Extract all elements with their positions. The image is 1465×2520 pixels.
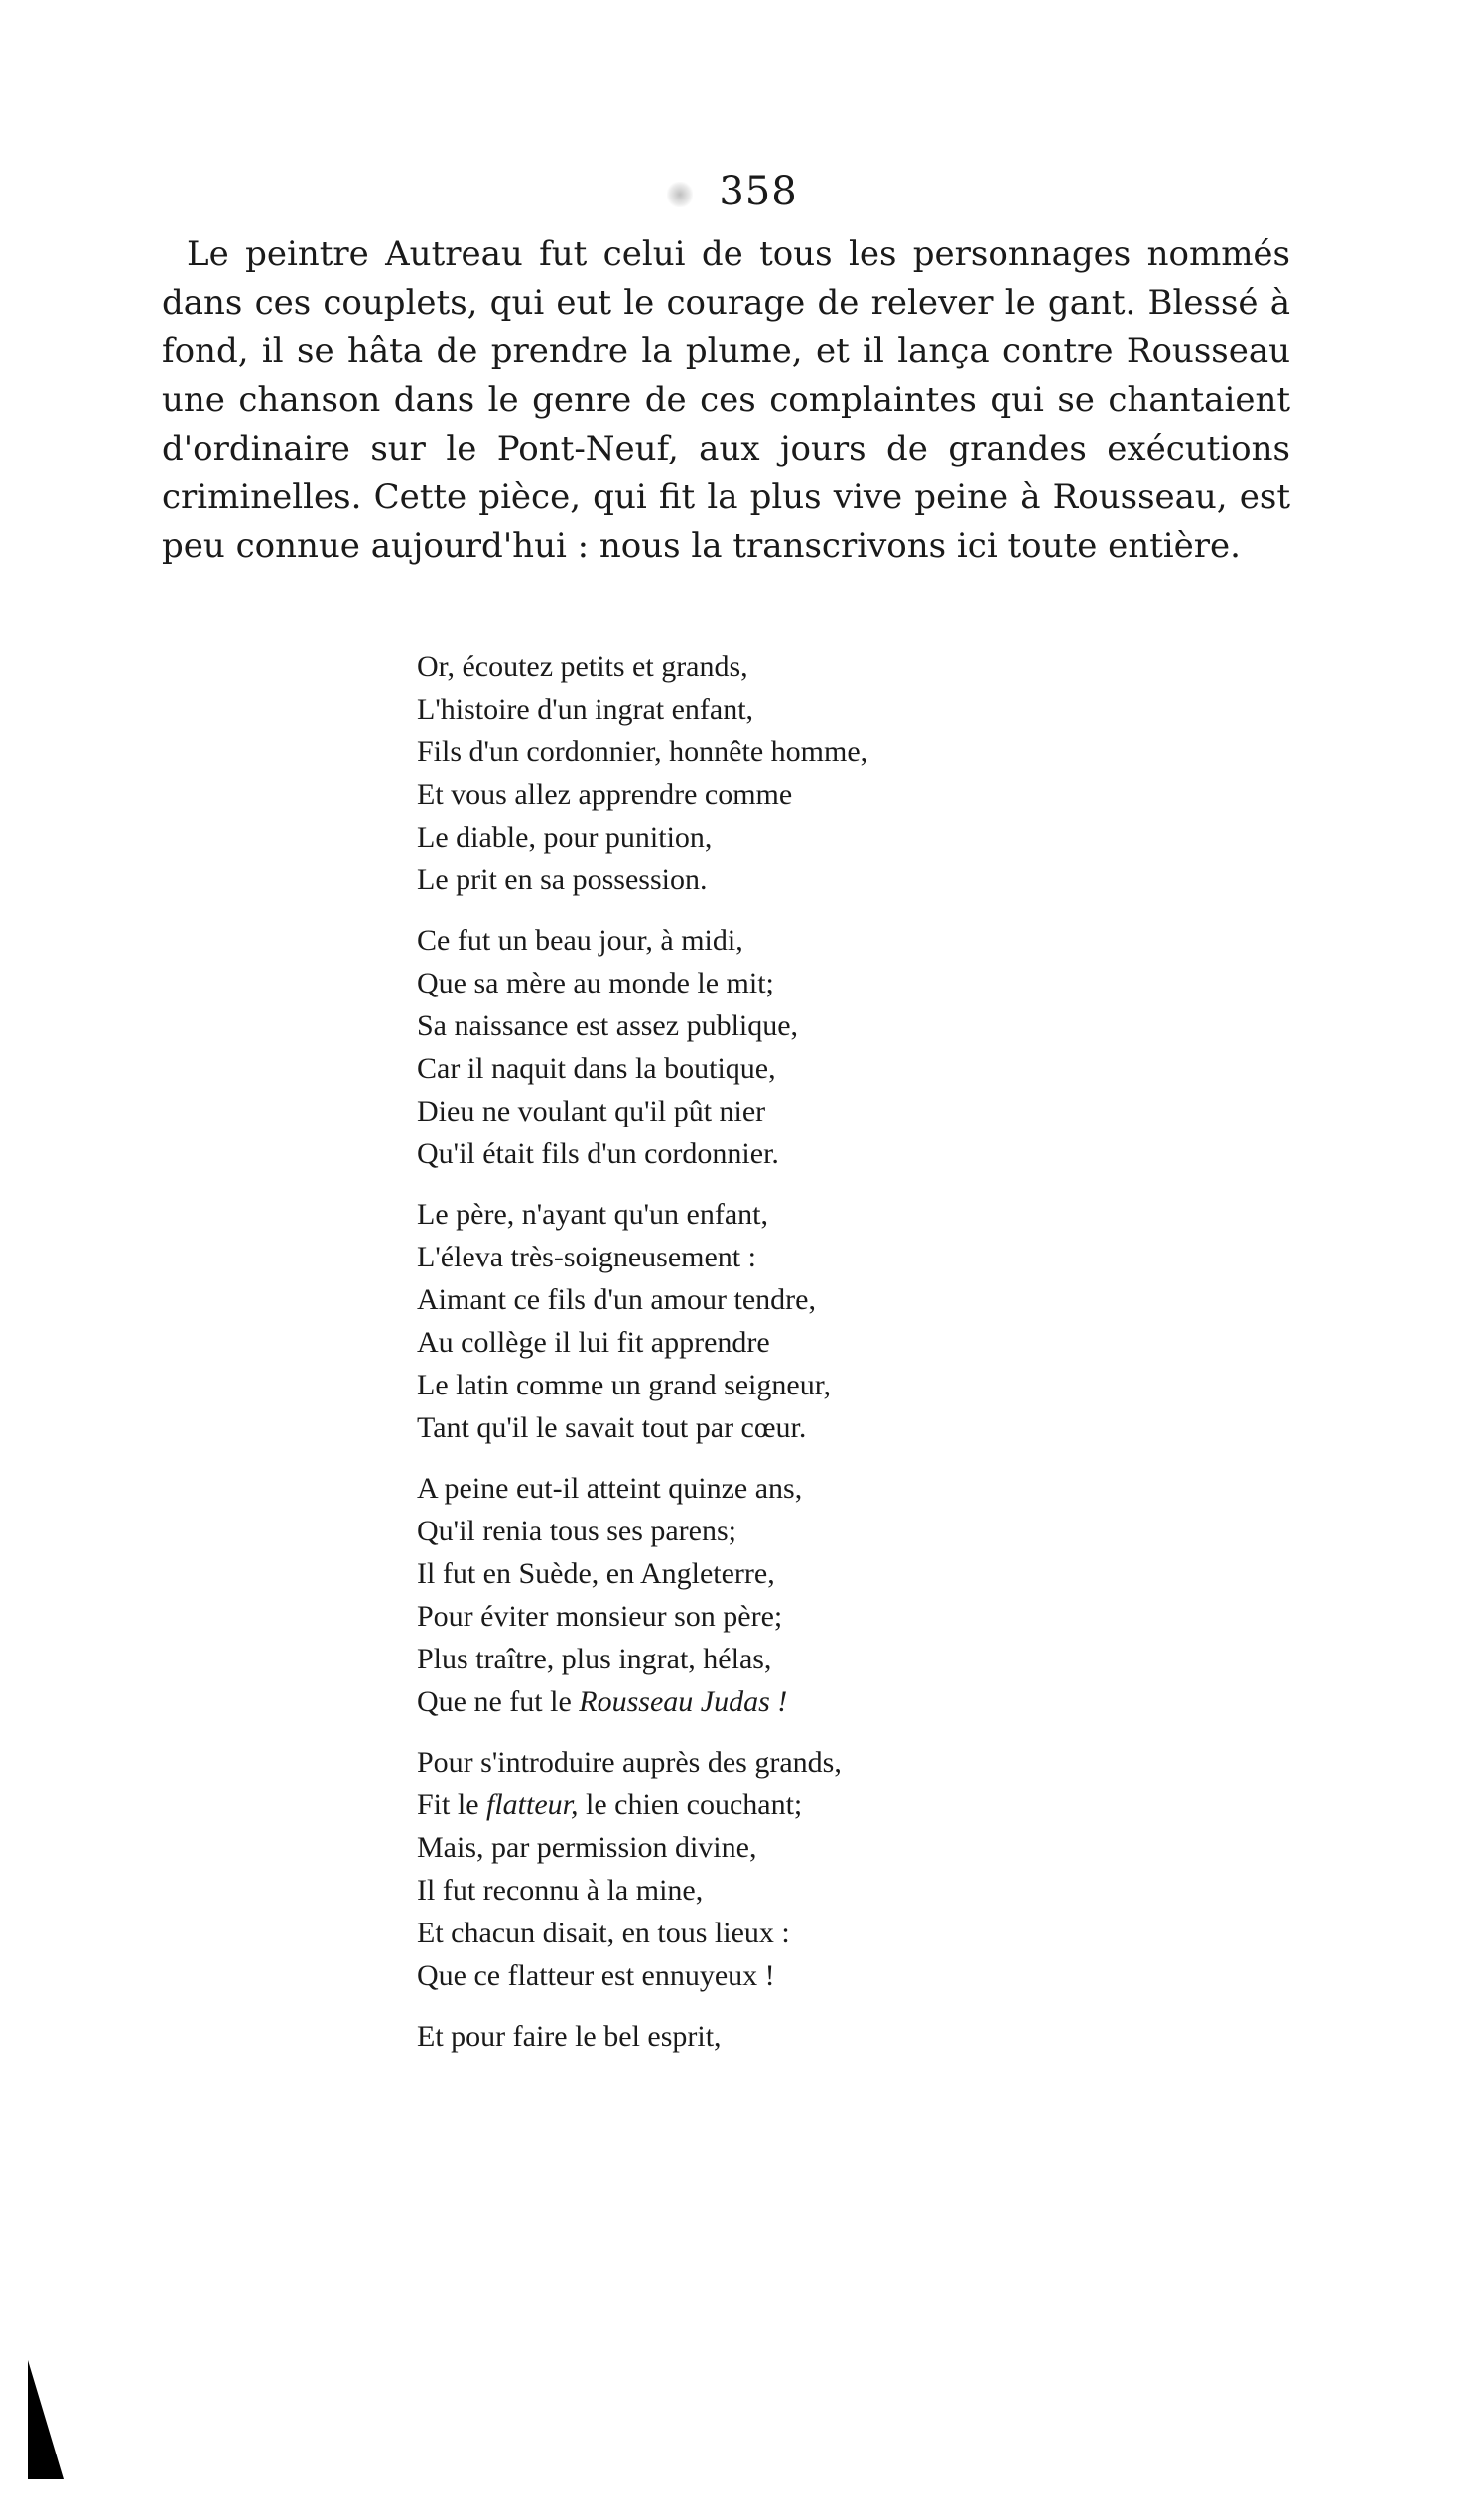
verse-line: Mais, par permission divine, [417, 1831, 757, 1864]
verse-line: Le diable, pour punition, [417, 821, 713, 854]
stanza [417, 1193, 1132, 1449]
ink-smudge [667, 182, 693, 207]
verse-line: Fils d'un cordonnier, honnête homme, [417, 735, 868, 768]
verse-line: Le latin comme un grand seigneur, [417, 1369, 831, 1401]
verse-line: Dieu ne voulant qu'il pût nier [417, 1095, 766, 1127]
stanza [417, 645, 1132, 901]
verse-line [417, 1680, 1132, 1723]
stanza [417, 1467, 1132, 1723]
verse-line: Ce fut un beau jour, à midi, [417, 924, 743, 957]
verse-line: L'histoire d'un ingrat enfant, [417, 693, 754, 726]
scan-edge-mark [28, 2360, 64, 2479]
verse-line: Le prit en sa possession. [417, 863, 708, 896]
verse-line: Et chacun disait, en tous lieux : [417, 1917, 790, 1949]
verse-line: L'éleva très-soigneusement : [417, 1241, 756, 1273]
verse-line [417, 1784, 1132, 1826]
verse-line: Que ce flatteur est ennuyeux ! [417, 1959, 775, 1992]
verse-line: Pour s'introduire auprès des grands, [417, 1746, 842, 1779]
page-number [0, 169, 1465, 214]
verse-line: Il fut reconnu à la mine, [417, 1874, 704, 1907]
verse-line: Qu'il renia tous ses parens; [417, 1515, 737, 1547]
intro-paragraph [162, 230, 1290, 571]
verse-line: Le père, n'ayant qu'un enfant, [417, 1198, 768, 1231]
verse-line: Aimant ce fils d'un amour tendre, [417, 1283, 816, 1316]
verse-line: Que sa mère au monde le mit; [417, 967, 774, 999]
verse-line: Au collège il lui fit apprendre [417, 1326, 770, 1359]
verse-line: Plus traître, plus ingrat, hélas, [417, 1643, 772, 1675]
intro-paragraph-text: Le peintre Autreau fut celui de tous les personnages nommés dans ces couplets, qui eut le courage de relever le gant. Blessé à fond, il se hâta de prendre la plume, et il lança contre Rousseau une chanson dans le genre de ces complaintes qui se chantaient d'ordinaire sur le Pont-Neuf, aux jours de grandes exécutions criminelles. Cette pièce, qui fit la plus vive peine à Rousseau, est peu connue aujourd'hui : nous la transcrivons ici toute entière. [162, 234, 1290, 566]
italic-word: flatteur, [486, 1789, 579, 1821]
verse-line: Sa naissance est assez publique, [417, 1009, 799, 1042]
verse-line: A peine eut-il atteint quinze ans, [417, 1472, 803, 1505]
stanza [417, 2015, 1132, 2057]
verse-line-start: Que ne fut le [417, 1685, 580, 1718]
verse-line: Pour éviter monsieur son père; [417, 1600, 783, 1633]
verse-line: Il fut en Suède, en Angleterre, [417, 1557, 775, 1590]
poem [417, 645, 1132, 2075]
verse-line-end: le chien couchant; [578, 1789, 803, 1821]
page-number-text: 358 [719, 169, 798, 214]
stanza [417, 1741, 1132, 1997]
verse-line: Et pour faire le bel esprit, [417, 2020, 722, 2053]
verse-line: Or, écoutez petits et grands, [417, 650, 748, 683]
verse-line: Et vous allez apprendre comme [417, 778, 793, 811]
verse-line: Tant qu'il le savait tout par cœur. [417, 1411, 807, 1444]
italic-name: Rousseau Judas ! [579, 1685, 788, 1718]
verse-line-start: Fit le [417, 1789, 487, 1821]
verse-line: Car il naquit dans la boutique, [417, 1052, 776, 1085]
verse-line: Qu'il était fils d'un cordonnier. [417, 1137, 779, 1170]
stanza [417, 919, 1132, 1175]
